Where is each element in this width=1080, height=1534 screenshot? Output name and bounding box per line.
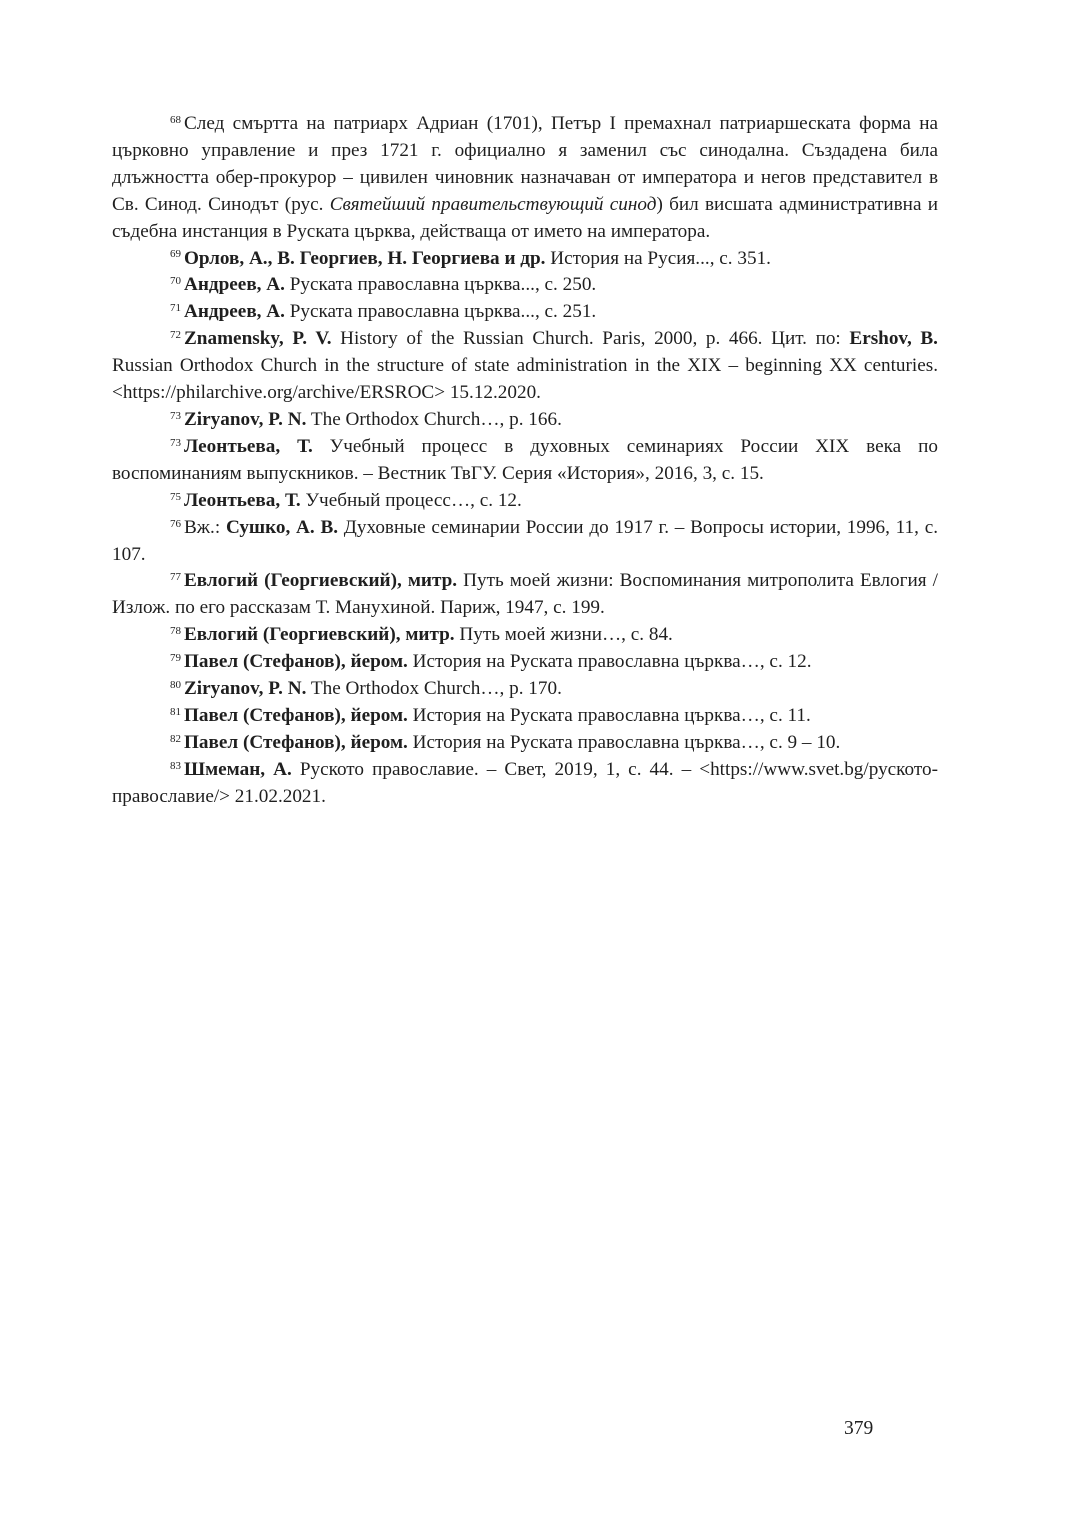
footnote-author: Ziryanov, P. N. xyxy=(184,678,307,700)
footnote-number: 73 xyxy=(170,409,181,422)
footnote xyxy=(112,568,938,622)
footnote xyxy=(112,434,938,488)
footnote-text: Руската православна църква..., с. 251. xyxy=(284,301,597,323)
footnote-text: ) бил висшата административна и съдебна инстанция в Руската църква, действаща от името на императора. xyxy=(112,193,938,242)
footnote-text: Руското православие. – Свет, 2019, 1, с. 44. – <https://www.svet.bg/руското-православие/> 21.02.2021. xyxy=(112,758,938,807)
footnote-author: Андреев, А. xyxy=(184,274,285,296)
footnote-number: 72 xyxy=(170,329,181,342)
footnote-text: Путь моей жизни…, с. 84. xyxy=(454,624,673,646)
footnote-author: Ziryanov, P. N. xyxy=(184,408,307,430)
footnote xyxy=(112,703,938,730)
footnote-author: Евлогий (Георгиевский), митр. xyxy=(184,570,458,592)
footnote-text: Руската православна църква..., с. 250. xyxy=(284,274,597,296)
footnote-number: 83 xyxy=(170,759,181,772)
footnote-author: Андреев, А. xyxy=(184,301,285,323)
footnote-author: Орлов, А., В. Георгиев, Н. Георгиева и др. xyxy=(184,247,546,269)
footnote-author: Леонтьева, Т. xyxy=(184,435,313,457)
footnote-text: След смъртта на патриарх Адриан (1701), Петър I премахнал патриаршеската форма на църковно управление и през 1721 г. официално я заменил със синодална. Създадена била длъжността обер-прокурор – цивилен чиновник назначаван от императора и негов представител в Св. Синод. Синодът (рус. xyxy=(112,113,938,215)
footnote xyxy=(112,676,938,703)
footnote-number: 71 xyxy=(170,302,181,315)
footnote xyxy=(112,299,938,326)
footnote-italic-term: Святейший правительствующий синод xyxy=(329,193,657,215)
footnote xyxy=(112,622,938,649)
footnote-text: Вж.: xyxy=(184,516,226,538)
footnote xyxy=(112,326,938,407)
footnote-text: Russian Orthodox Church in the structure of state administration in the XIX – beginning XX centuries. <https://philarchive.org/archive/ERSROC> 15.12.2020. xyxy=(112,355,938,404)
footnote-author: Znamensky, P. V. xyxy=(184,328,332,350)
footnote-number: 78 xyxy=(170,625,181,638)
footnote-author: Павел (Стефанов), йером. xyxy=(184,731,408,753)
footnote xyxy=(112,246,938,273)
footnote xyxy=(112,272,938,299)
footnote-author: Сушко, А. В. xyxy=(225,516,339,538)
footnote-author: Павел (Стефанов), йером. xyxy=(184,704,408,726)
footnote-number: 77 xyxy=(170,571,181,584)
footnote-text: История на Руската православна църква…, с. 9 – 10. xyxy=(407,731,841,753)
footnote-number: 79 xyxy=(170,652,181,665)
footnote xyxy=(112,515,938,569)
footnote-number: 76 xyxy=(170,517,181,530)
footnote xyxy=(112,730,938,757)
footnote-author: Леонтьева, Т. xyxy=(184,489,301,511)
footnote xyxy=(112,111,938,246)
footnote-number: 68 xyxy=(170,113,181,126)
footnote xyxy=(112,649,938,676)
footnote-text: Учебный процесс в духовных семинариях России XIX века по воспоминаниям выпускников. – Вестник ТвГУ. Серия «История», 2016, 3, с. 15. xyxy=(112,435,938,484)
footnote-text: The Orthodox Church…, p. 170. xyxy=(306,678,562,700)
footnote-number: 80 xyxy=(170,678,181,691)
footnote-text: Учебный процесс…, с. 12. xyxy=(300,489,522,511)
footnote-author: Евлогий (Георгиевский), митр. xyxy=(184,624,455,646)
footnote-number: 73 xyxy=(170,436,181,449)
footnote-number: 75 xyxy=(170,490,181,503)
page-number: 379 xyxy=(844,1418,874,1439)
footnote-text: История на Русия..., с. 351. xyxy=(545,247,771,269)
footnote xyxy=(112,757,938,811)
footnotes-list xyxy=(112,111,938,811)
footnote-text: History of the Russian Church. Paris, 2000, p. 466. Цит. по: xyxy=(331,328,850,350)
footnote-text: История на Руската православна църква…, с. 11. xyxy=(407,704,811,726)
footnote xyxy=(112,488,938,515)
footnote-number: 70 xyxy=(170,275,181,288)
footnote-number: 81 xyxy=(170,705,181,718)
footnote-text: The Orthodox Church…, p. 166. xyxy=(306,408,562,430)
footnote xyxy=(112,407,938,434)
footnote-text: Духовные семинарии России до 1917 г. – Вопросы истории, 1996, 11, с. 107. xyxy=(112,516,939,565)
footnote-author: Шмеман, А. xyxy=(184,758,292,780)
footnote-number: 69 xyxy=(170,248,181,261)
footnote-text: История на Руската православна църква…, с. 12. xyxy=(407,651,812,673)
footnote-author: Ershov, B. xyxy=(849,328,938,350)
footnote-author: Павел (Стефанов), йером. xyxy=(184,651,408,673)
footnote-number: 82 xyxy=(170,732,181,745)
footnote-text: Путь моей жизни: Воспоминания митрополита Евлогия / Излож. по его рассказам Т. Манухиной. Париж, 1947, с. 199. xyxy=(112,570,938,619)
